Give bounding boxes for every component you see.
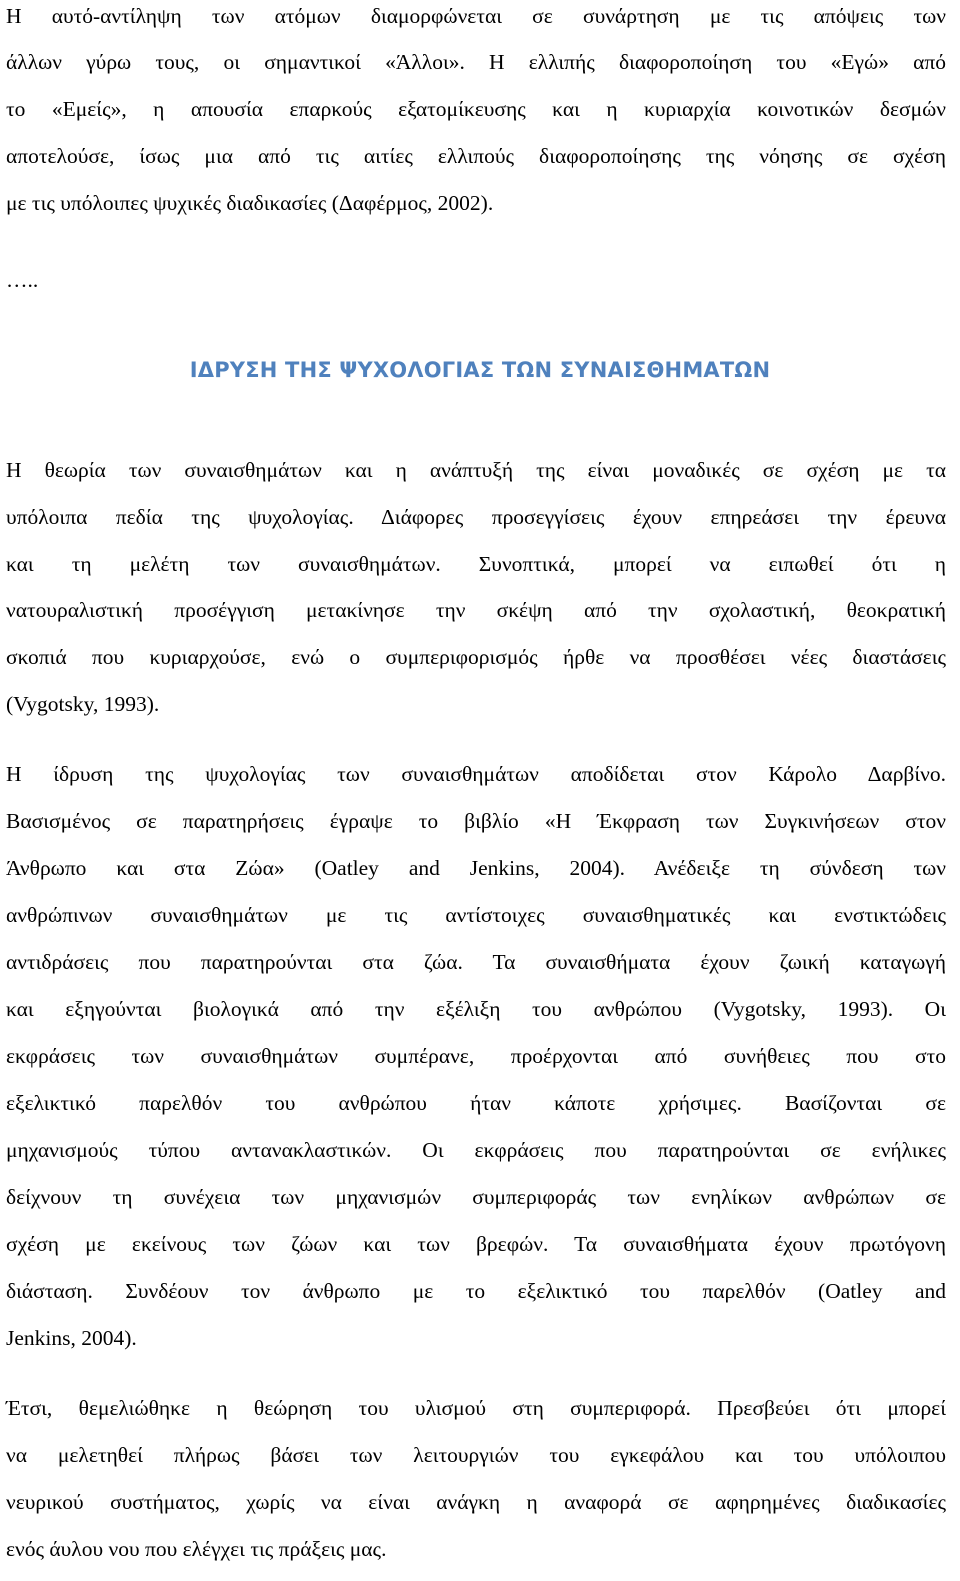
paragraph-2-line-5: σκοπιά που κυριαρχούσε, ενώ ο συμπεριφορισμός ήρθε να προσθέσει νέες διαστάσεις bbox=[6, 645, 946, 669]
paragraph-3-line-3: Άνθρωπο και στα Ζώα» (Oatley and Jenkins, 2004). Ανέδειξε τη σύνδεση των bbox=[6, 856, 946, 880]
paragraph-2-line-1: Η θεωρία των συναισθημάτων και η ανάπτυξή της είναι μοναδικές σε σχέση με τα bbox=[6, 458, 946, 482]
paragraph-3-line-4: ανθρώπινων συναισθημάτων με τις αντίστοιχες συναισθηματικές και ενστικτώδεις bbox=[6, 903, 946, 927]
paragraph-1-line-3: το «Εμείς», η απουσία επαρκούς εξατομίκευσης και η κυριαρχία κοινοτικών δεσμών bbox=[6, 97, 946, 121]
paragraph-4-line-4: ενός άυλου νου που ελέγχει τις πράξεις μας. bbox=[6, 1537, 387, 1561]
paragraph-2-line-4: νατουραλιστική προσέγγιση μετακίνησε την σκέψη από την σχολαστική, θεοκρατική bbox=[6, 598, 946, 622]
paragraph-4-line-1: Έτσι, θεμελιώθηκε η θεώρηση του υλισμού στη συμπεριφορά. Πρεσβεύει ότι μπορεί bbox=[6, 1396, 946, 1420]
paragraph-1-line-4: αποτελούσε, ίσως μια από τις αιτίες ελλιπούς διαφοροποίησης της νόησης σε σχέση bbox=[6, 144, 946, 168]
paragraph-3-line-2: Βασισμένος σε παρατηρήσεις έγραψε το βιβλίο «Η Έκφραση των Συγκινήσεων στον bbox=[6, 809, 946, 833]
paragraph-3-line-10: δείχνουν τη συνέχεια των μηχανισμών συμπεριφοράς των ενηλίκων ανθρώπων σε bbox=[6, 1185, 946, 1209]
paragraph-3-line-5: αντιδράσεις που παρατηρούνται στα ζώα. Τα συναισθήματα έχουν ζωική καταγωγή bbox=[6, 950, 946, 974]
ellipsis-marker: ….. bbox=[6, 268, 39, 292]
section-heading: ΙΔΡΥΣΗ ΤΗΣ ΨΥΧΟΛΟΓΙΑΣ ΤΩΝ ΣΥΝΑΙΣΘΗΜΑΤΩΝ bbox=[189, 358, 771, 382]
paragraph-4-line-2: να μελετηθεί πλήρως βάσει των λειτουργιών του εγκεφάλου και του υπόλοιπου bbox=[6, 1443, 946, 1467]
paragraph-2-line-3: και τη μελέτη των συναισθημάτων. Συνοπτικά, μπορεί να ειπωθεί ότι η bbox=[6, 552, 946, 576]
paragraph-3-line-9: μηχανισμούς τύπου αντανακλαστικών. Οι εκφράσεις που παρατηρούνται σε ενήλικες bbox=[6, 1138, 946, 1162]
paragraph-3-line-8: εξελικτικό παρελθόν του ανθρώπου ήταν κάποτε χρήσιμες. Βασίζονται σε bbox=[6, 1091, 946, 1115]
paragraph-2-line-6: (Vygotsky, 1993). bbox=[6, 692, 160, 716]
paragraph-3-line-7: εκφράσεις των συναισθημάτων συμπέρανε, προέρχονται από συνήθειες που στο bbox=[6, 1044, 946, 1068]
paragraph-3-line-6: και εξηγούνται βιολογικά από την εξέλιξη του ανθρώπου (Vygotsky, 1993). Οι bbox=[6, 997, 946, 1021]
paragraph-1-line-2: άλλων γύρω τους, οι σημαντικοί «Άλλοι». Η ελλιπής διαφοροποίηση του «Εγώ» από bbox=[6, 50, 946, 74]
paragraph-2-line-2: υπόλοιπα πεδία της ψυχολογίας. Διάφορες προσεγγίσεις έχουν επηρεάσει την έρευνα bbox=[6, 505, 946, 529]
paragraph-3-line-11: σχέση με εκείνους των ζώων και των βρεφών. Τα συναισθήματα έχουν πρωτόγονη bbox=[6, 1232, 946, 1256]
paragraph-1-line-5: με τις υπόλοιπες ψυχικές διαδικασίες (Δαφέρμος, 2002). bbox=[6, 191, 494, 215]
paragraph-1-line-1: Η αυτό-αντίληψη των ατόμων διαμορφώνεται σε συνάρτηση με τις απόψεις των bbox=[6, 4, 946, 28]
paragraph-4-line-3: νευρικού συστήματος, χωρίς να είναι ανάγκη η αναφορά σε αφηρημένες διαδικασίες bbox=[6, 1490, 946, 1514]
paragraph-3-line-12: διάσταση. Συνδέουν τον άνθρωπο με το εξελικτικό του παρελθόν (Oatley and bbox=[6, 1279, 946, 1303]
paragraph-3-line-1: Η ίδρυση της ψυχολογίας των συναισθημάτων αποδίδεται στον Κάρολο Δαρβίνο. bbox=[6, 762, 946, 786]
paragraph-3-line-13: Jenkins, 2004). bbox=[6, 1326, 137, 1350]
